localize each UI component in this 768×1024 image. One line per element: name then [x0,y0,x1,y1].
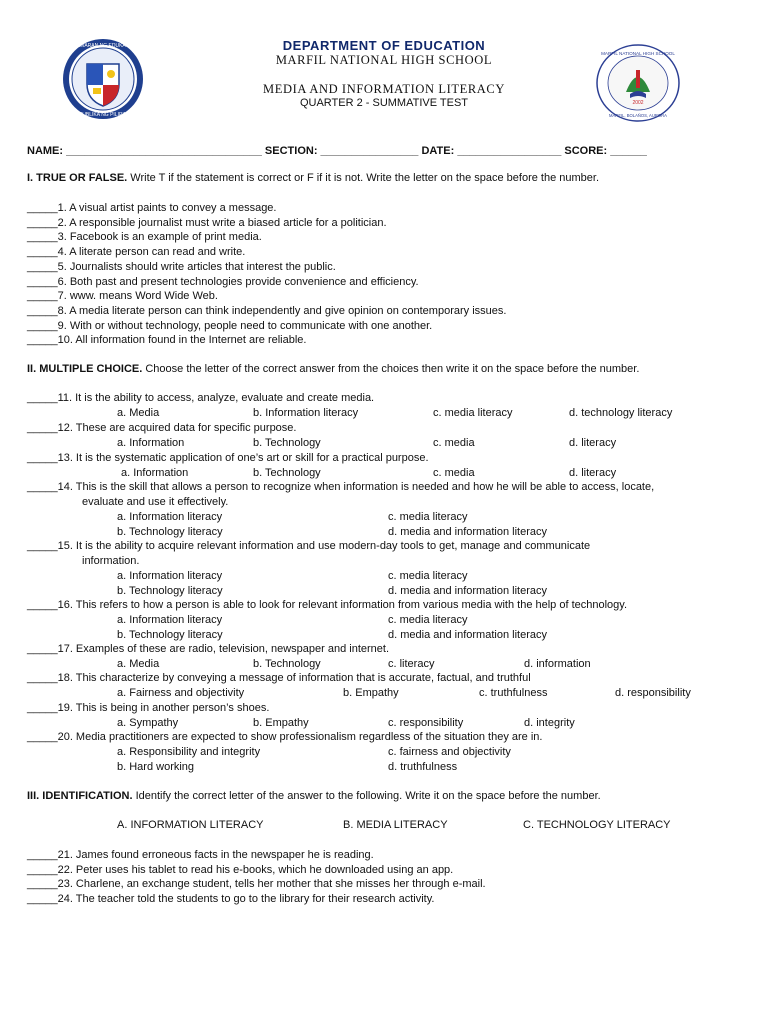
section-1-title: I. TRUE OR FALSE. [27,172,128,184]
answer-option[interactable]: d. literacy [569,467,617,479]
answer-option[interactable]: b. Technology [253,467,321,479]
answer-option[interactable]: c. truthfulness [479,687,548,699]
answer-option[interactable]: c. media literacy [433,407,513,419]
true-false-item[interactable]: _____3. Facebook is an example of print media. [27,231,262,244]
section-3-instruction: Identify the correct letter of the answer to the following. Write it on the space before the number. [132,790,601,802]
section-1-instruction: Write T if the statement is correct or F if it is not. Write the letter on the space before the number. [127,172,600,184]
answer-option[interactable]: c. media [433,437,475,449]
section-3-heading [27,789,601,803]
answer-option[interactable]: d. media and information literacy [388,525,547,538]
answer-option[interactable]: b. Technology [253,658,321,670]
answer-option[interactable]: c. media literacy [388,510,468,523]
answer-option[interactable]: b. Empathy [343,687,399,699]
answer-option[interactable]: a. Information [121,467,189,479]
answer-option[interactable]: a. Media [117,407,160,419]
answer-option[interactable]: a. Fairness and objectivity [117,687,245,699]
svg-text:2002: 2002 [632,100,644,106]
answer-option[interactable]: a. Information literacy [117,510,223,523]
answer-option[interactable]: a. Information literacy [117,569,223,582]
answer-option[interactable]: a. Sympathy [117,717,179,729]
true-false-item[interactable]: _____10. All information found in the Internet are reliable. [27,334,307,347]
answer-option[interactable]: a. Information [117,437,185,449]
true-false-item[interactable]: _____8. A media literate person can think independently and give opinion on contemporary issues. [27,304,507,317]
subject-title: MEDIA AND INFORMATION LITERACY [263,82,505,96]
answer-option[interactable]: b. Technology [253,437,321,449]
identification-item[interactable]: _____22. Peter uses his tablet to read his e-books, which he downloaded using an app. [27,863,454,876]
test-title: QUARTER 2 - SUMMATIVE TEST [299,97,469,109]
true-false-item[interactable]: _____5. Journalists should write articles that interest the public. [27,260,336,273]
identification-choice-c: C. TECHNOLOGY LITERACY [523,819,671,831]
answer-option[interactable]: b. Information literacy [253,407,359,419]
true-false-item[interactable]: _____2. A responsible journalist must write a biased article for a politician. [27,216,387,229]
answer-option[interactable]: a. Media [117,658,160,670]
true-false-item[interactable]: _____7. www. means Word Wide Web. [27,290,218,303]
multiple-choice-question[interactable]: _____18. This characterize by conveying a message of information that is accurate, factual, and truthful [27,672,531,684]
student-info-fields[interactable]: NAME: ________________________________ SECTION: ________________ DATE: _________________ SCORE: ______ [27,145,647,157]
identification-item[interactable]: _____24. The teacher told the students to go to the library for their research activity. [27,892,435,905]
multiple-choice-question[interactable]: _____12. These are acquired data for specific purpose. [27,422,297,434]
multiple-choice-question[interactable]: _____16. This refers to how a person is able to look for relevant information from various media with the help of technology. [27,599,628,611]
true-false-item[interactable]: _____4. A literate person can read and write. [27,246,246,259]
question-continuation: evaluate and use it effectively. [82,495,229,508]
identification-choice-b: B. MEDIA LITERACY [343,819,448,831]
answer-option[interactable]: a. Information literacy [117,614,223,626]
section-2-title: II. MULTIPLE CHOICE. [27,363,143,375]
answer-option[interactable]: c. media literacy [388,614,468,626]
section-3-title: III. IDENTIFICATION. [27,790,133,802]
multiple-choice-question[interactable]: _____13. It is the systematic application of one’s art or skill for a practical purpose. [27,452,429,464]
multiple-choice-question[interactable]: _____15. It is the ability to acquire relevant information and use modern-day tools to get, manage and communicate [27,540,591,552]
answer-option[interactable]: c. media literacy [388,569,468,582]
answer-option[interactable]: d. literacy [569,437,617,449]
identification-choice-a: A. INFORMATION LITERACY [117,819,264,831]
school-name: MARFIL NATIONAL HIGH SCHOOL [275,53,493,67]
answer-option[interactable]: c. literacy [388,658,435,670]
svg-text:MARFIL NATIONAL HIGH SCHOOL: MARFIL NATIONAL HIGH SCHOOL [601,51,675,56]
true-false-item[interactable]: _____6. Both past and present technologies provide convenience and efficiency. [27,275,419,288]
multiple-choice-question[interactable]: _____17. Examples of these are radio, television, newspaper and internet. [27,643,390,655]
multiple-choice-question[interactable]: _____11. It is the ability to access, analyze, evaluate and create media. [27,392,375,404]
identification-item[interactable]: _____23. Charlene, an exchange student, tells her mother that she misses her through e-mail. [27,878,486,891]
answer-option[interactable]: d. information [524,658,591,670]
answer-option[interactable]: b. Technology literacy [117,525,223,538]
answer-option[interactable]: b. Empathy [253,717,309,729]
answer-option[interactable]: d. media and information literacy [388,584,547,597]
department-title: DEPARTMENT OF EDUCATION [282,38,486,53]
svg-text:MARFIL, BOLAÑOS, AURORA: MARFIL, BOLAÑOS, AURORA [609,113,667,118]
identification-item[interactable]: _____21. James found erroneous facts in the newspaper he is reading. [27,849,374,861]
true-false-item[interactable]: _____9. With or without technology, people need to communicate with one another. [27,319,433,332]
answer-option[interactable]: c. fairness and objectivity [388,746,511,758]
answer-option[interactable]: d. integrity [524,717,575,729]
svg-text:REPUBLIKA NG PILIPINAS: REPUBLIKA NG PILIPINAS [72,112,134,118]
true-false-item[interactable]: _____1. A visual artist paints to convey a message. [27,202,277,214]
answer-option[interactable]: d. responsibility [615,687,691,699]
question-continuation: information. [82,554,140,567]
answer-option[interactable]: d. media and information literacy [388,629,547,641]
multiple-choice-question[interactable]: _____14. This is the skill that allows a person to recognize when information is needed and how he will be able to access, locate, [27,481,655,493]
section-2-heading [27,362,639,376]
answer-option[interactable]: a. Responsibility and integrity [117,746,261,758]
answer-option[interactable]: c. media [433,467,475,479]
answer-option[interactable]: d. truthfulness [388,761,458,773]
answer-option[interactable]: c. responsibility [388,717,464,729]
svg-text:KAGAWARAN NG EDUKASYON: KAGAWARAN NG EDUKASYON [66,43,140,49]
answer-option[interactable]: b. Hard working [117,761,195,773]
multiple-choice-question[interactable]: _____19. This is being in another person’s shoes. [27,702,270,714]
multiple-choice-question[interactable]: _____20. Media practitioners are expected to show professionalism regardless of the situation they are in. [27,731,543,743]
section-2-instruction: Choose the letter of the correct answer from the choices then write it on the space before the number. [142,363,640,375]
answer-option[interactable]: b. Technology literacy [117,584,223,597]
answer-option[interactable]: b. Technology literacy [117,629,223,641]
answer-option[interactable]: d. technology literacy [569,407,673,419]
section-1-heading [27,171,599,185]
